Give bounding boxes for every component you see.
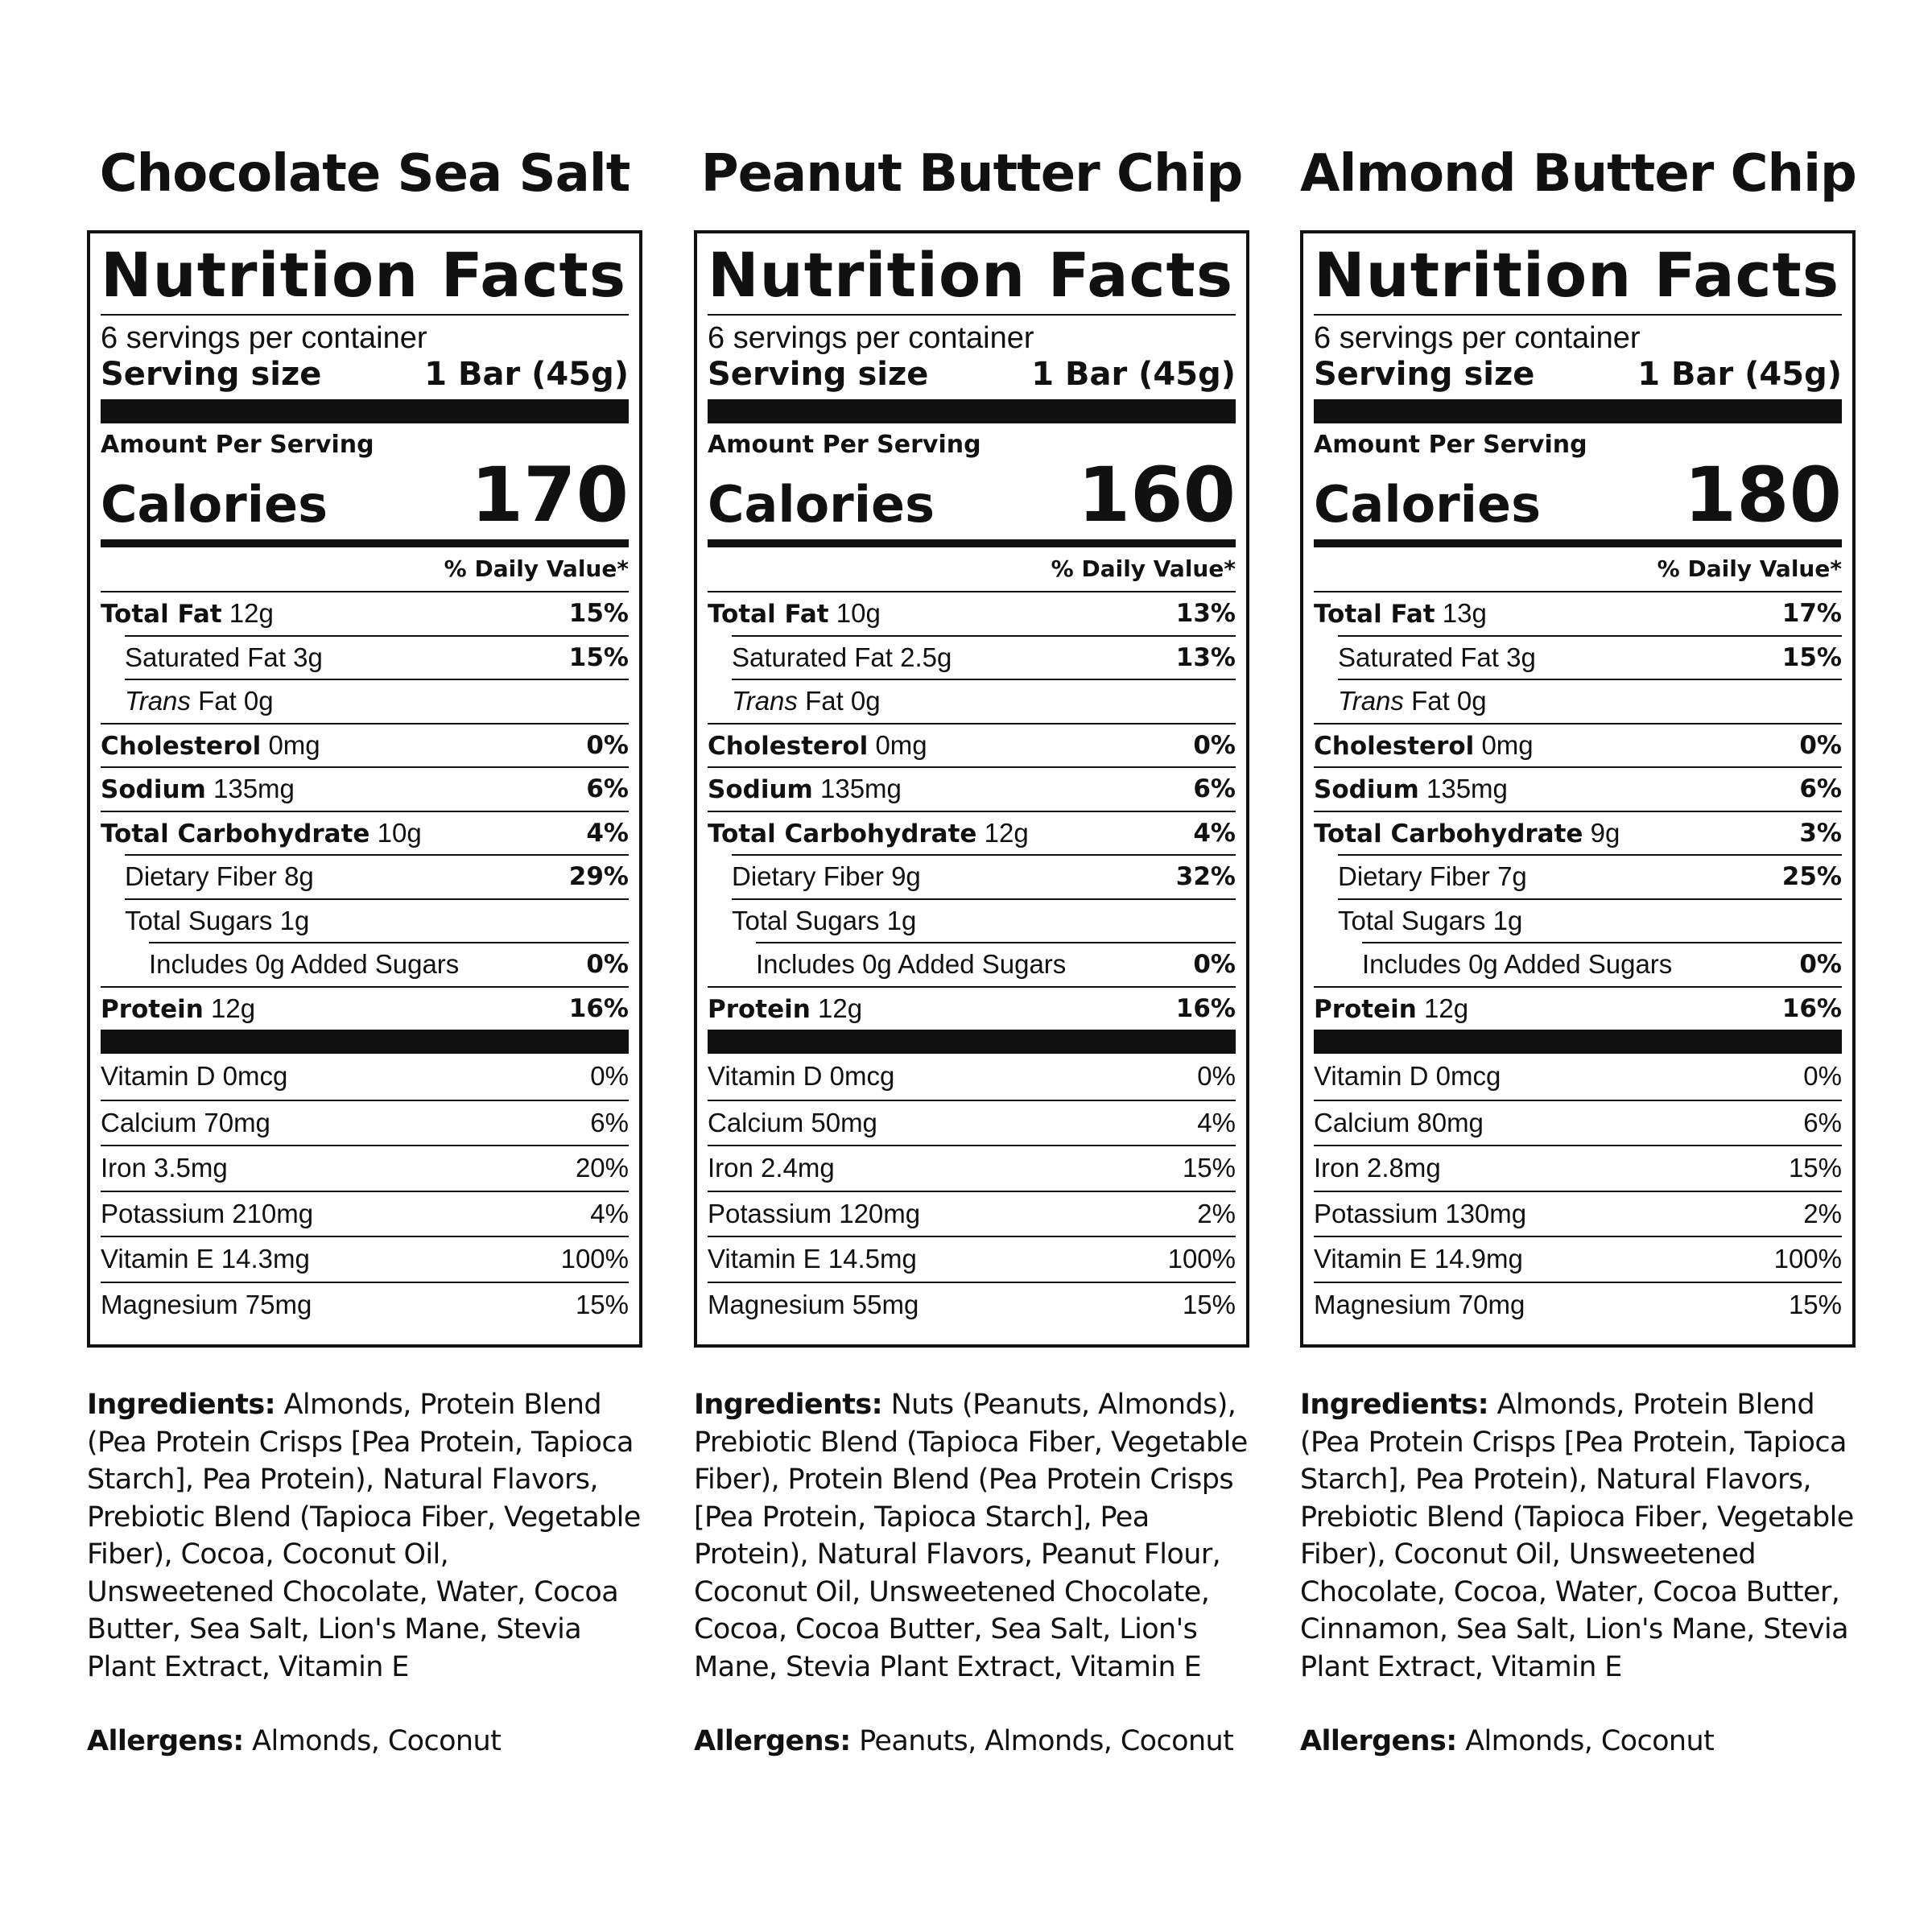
daily-value-percent: 3% (1799, 818, 1842, 848)
vitamin-name: Magnesium 75mg (101, 1289, 312, 1319)
vitamin-row (101, 1054, 629, 1100)
nutrient-row-total-carb (1314, 811, 1842, 855)
allergens-list: Almonds, Coconut (1465, 1725, 1715, 1757)
calories-row (101, 452, 629, 539)
servings-per-container: 6 servings per container (101, 321, 427, 355)
vitamin-row (1314, 1054, 1842, 1100)
nutrient-row-total-fat (708, 591, 1236, 635)
vitamin-row (1314, 1282, 1842, 1327)
vitamin-row (708, 1191, 1236, 1236)
vitamin-name: Potassium 130mg (1314, 1198, 1527, 1228)
product-column (694, 137, 1249, 1761)
nutrient-name: Trans Fat 0g (125, 686, 274, 716)
serving-size-value: 1 Bar (45g) (1637, 356, 1842, 393)
nutrient-row-sodium (1314, 766, 1842, 811)
allergens-label: Allergens: (1300, 1725, 1457, 1757)
vitamin-row (708, 1100, 1236, 1146)
nutrient-name: Saturated Fat 3g (1338, 642, 1536, 672)
product-title: Chocolate Sea Salt (99, 144, 630, 204)
vitamin-row (708, 1282, 1236, 1327)
daily-value-percent: 15% (1781, 642, 1842, 672)
ingredients-text (87, 1386, 642, 1686)
daily-value-percent: 17% (1781, 599, 1842, 629)
daily-value-percent: 16% (1781, 993, 1842, 1023)
serving-size-value: 1 Bar (45g) (1031, 356, 1236, 393)
vitamin-daily-value: 15% (1788, 1153, 1842, 1183)
daily-value-percent: 4% (1193, 818, 1236, 848)
nutrient-row-saturated-fat (125, 635, 629, 679)
nutrient-row-sugars (125, 898, 629, 943)
calories-label: Calories (101, 475, 328, 534)
nutrient-name: Dietary Fiber 9g (732, 861, 921, 892)
nutrient-row-total-fat (1314, 591, 1842, 635)
allergens-list: Almonds, Coconut (252, 1725, 502, 1757)
daily-value-percent: 6% (586, 774, 629, 804)
nutrient-name: Total Carbohydrate 10g (101, 817, 422, 848)
nutrient-row-fiber (732, 854, 1236, 898)
vitamin-daily-value: 15% (1182, 1289, 1236, 1319)
daily-value-percent: 29% (568, 862, 629, 892)
daily-value-header: % Daily Value* (1051, 555, 1236, 582)
nutrient-row-total-carb (101, 811, 629, 855)
serving-size-label: Serving size (1314, 356, 1535, 393)
vitamin-name: Potassium 120mg (708, 1198, 921, 1228)
vitamin-row (708, 1145, 1236, 1191)
calories-row (1314, 452, 1842, 539)
serving-size-value: 1 Bar (45g) (424, 356, 629, 393)
nutrient-row-trans-fat (1338, 679, 1842, 723)
vitamin-name: Iron 2.4mg (708, 1153, 835, 1183)
daily-value-header: % Daily Value* (1657, 555, 1842, 582)
daily-value-percent: 15% (568, 599, 629, 629)
nutrient-name: Total Sugars 1g (125, 905, 310, 935)
vitamin-name: Vitamin D 0mcg (708, 1061, 895, 1092)
vitamin-name: Magnesium 55mg (708, 1289, 919, 1319)
daily-value-percent: 15% (568, 642, 629, 672)
nutrient-row-added-sugars (1362, 942, 1842, 986)
product-title: Almond Butter Chip (1300, 144, 1856, 204)
nutrient-name: Cholesterol 0mg (101, 729, 320, 761)
vitamin-row (1314, 1236, 1842, 1282)
amount-per-serving: Amount Per Serving (101, 431, 374, 459)
ingredients-list: Almonds, Protein Blend (Pea Protein Crisps [Pea Protein, Tapioca Starch], Pea Protein), Natural Flavors, Prebiotic Blend (Tapioca Fiber, Vegetable Fiber), Coconut Oil, Unsweetened Chocolate, Cocoa, Water, Cocoa Butter, Cinnamon, Sea Salt, Lion's Mane, Stevia Plant Extract, Vitamin E (1300, 1389, 1854, 1683)
daily-value-percent: 0% (586, 730, 629, 760)
amount-per-serving: Amount Per Serving (1314, 431, 1587, 459)
vitamin-daily-value: 6% (1803, 1107, 1842, 1137)
vitamin-daily-value: 15% (575, 1289, 629, 1319)
nutrient-row-cholesterol (708, 723, 1236, 767)
vitamin-row (101, 1282, 629, 1327)
thick-divider (1314, 399, 1842, 423)
serving-size-row (708, 356, 1236, 393)
daily-value-percent: 6% (1193, 774, 1236, 804)
vitamin-daily-value: 2% (1803, 1198, 1842, 1228)
vitamin-name: Vitamin E 14.3mg (101, 1244, 310, 1274)
vitamin-name: Iron 3.5mg (101, 1153, 228, 1183)
calories-row (708, 452, 1236, 539)
daily-value-percent: 16% (1175, 993, 1236, 1023)
vitamin-name: Calcium 80mg (1314, 1107, 1484, 1137)
nutrition-facts-label (1300, 230, 1856, 1348)
nutrient-row-cholesterol (1314, 723, 1842, 767)
nutrient-row-cholesterol (101, 723, 629, 767)
serving-size-row (1314, 356, 1842, 393)
nutrient-row-sugars (1338, 898, 1842, 943)
allergens-text (694, 1723, 1249, 1761)
vitamin-row (708, 1054, 1236, 1100)
nutrient-row-sodium (708, 766, 1236, 811)
allergens-label: Allergens: (87, 1725, 244, 1757)
vitamin-daily-value: 4% (590, 1198, 629, 1228)
vitamin-daily-value: 15% (1788, 1289, 1842, 1319)
nutrient-name: Total Sugars 1g (1338, 905, 1523, 935)
nutrient-name: Sodium 135mg (101, 774, 295, 805)
nutrient-row-trans-fat (125, 679, 629, 723)
nutrient-name: Trans Fat 0g (1338, 686, 1487, 716)
nutrient-name: Total Fat 10g (708, 598, 881, 630)
allergens-text (87, 1723, 642, 1761)
nutrient-row-fiber (125, 854, 629, 898)
vitamin-daily-value: 20% (575, 1153, 629, 1183)
nutrition-facts-label (87, 230, 642, 1348)
nutrient-row-total-fat (101, 591, 629, 635)
vitamin-name: Calcium 50mg (708, 1107, 877, 1137)
calories-label: Calories (1314, 475, 1541, 534)
daily-value-percent: 16% (568, 993, 629, 1023)
servings-per-container: 6 servings per container (708, 321, 1034, 355)
nutrient-row-sugars (732, 898, 1236, 943)
nutrition-facts-title: Nutrition Facts (708, 239, 1234, 311)
calories-label: Calories (708, 475, 935, 534)
ingredients-label: Ingredients: (694, 1389, 883, 1421)
daily-value-percent: 25% (1781, 862, 1842, 892)
nutrient-row-protein (708, 986, 1236, 1030)
divider (1314, 314, 1842, 316)
ingredients-list: Nuts (Peanuts, Almonds), Prebiotic Blend (Tapioca Fiber, Vegetable Fiber), Protein Blend (Pea Protein Crisps [Pea Protein, Tapioca Starch], Pea Protein), Natural Flavors, Peanut Flour, Coconut Oil, Unsweetened Chocolate, Cocoa, Cocoa Butter, Sea Salt, Lion's Mane, Stevia Plant Extract, Vitamin E (694, 1389, 1248, 1683)
nutrient-name: Trans Fat 0g (732, 686, 881, 716)
vitamin-row (101, 1191, 629, 1236)
vitamin-row (101, 1145, 629, 1191)
vitamin-daily-value: 2% (1197, 1198, 1236, 1228)
daily-value-percent: 32% (1175, 862, 1236, 892)
nutrient-name: Total Carbohydrate 9g (1314, 817, 1620, 848)
thick-divider (708, 399, 1236, 423)
nutrient-row-protein (1314, 986, 1842, 1030)
nutrient-name: Total Fat 12g (101, 598, 274, 630)
vitamin-daily-value: 15% (1182, 1153, 1236, 1183)
daily-value-percent: 4% (586, 818, 629, 848)
vitamin-row (101, 1236, 629, 1282)
vitamin-daily-value: 4% (1197, 1107, 1236, 1137)
ingredients-label: Ingredients: (1300, 1389, 1489, 1421)
nutrient-row-added-sugars (756, 942, 1236, 986)
medium-divider (1314, 539, 1842, 547)
daily-value-percent: 6% (1799, 774, 1842, 804)
serving-size-row (101, 356, 629, 393)
nutrient-name: Includes 0g Added Sugars (149, 949, 460, 980)
nutrient-name: Includes 0g Added Sugars (1362, 949, 1673, 980)
nutrient-name: Total Sugars 1g (732, 905, 917, 935)
nutrient-row-sodium (101, 766, 629, 811)
nutrient-name: Cholesterol 0mg (1314, 729, 1534, 761)
vitamin-daily-value: 0% (590, 1061, 629, 1092)
nutrient-row-trans-fat (732, 679, 1236, 723)
nutrient-name: Saturated Fat 2.5g (732, 642, 952, 672)
vitamin-row (1314, 1191, 1842, 1236)
nutrient-name: Total Fat 13g (1314, 598, 1487, 630)
nutrition-facts-label (694, 230, 1249, 1348)
nutrient-name: Sodium 135mg (1314, 774, 1508, 805)
vitamin-row (101, 1100, 629, 1146)
vitamin-daily-value: 100% (560, 1244, 629, 1274)
product-column (1300, 137, 1856, 1761)
nutrient-name: Dietary Fiber 7g (1338, 861, 1527, 892)
nutrient-row-added-sugars (149, 942, 629, 986)
divider (708, 314, 1236, 316)
daily-value-percent: 0% (586, 950, 629, 980)
nutrient-name: Protein 12g (101, 993, 256, 1024)
product-column (87, 137, 642, 1761)
allergens-list: Peanuts, Almonds, Coconut (859, 1725, 1234, 1757)
daily-value-percent: 0% (1799, 950, 1842, 980)
serving-size-label: Serving size (708, 356, 929, 393)
amount-per-serving: Amount Per Serving (708, 431, 981, 459)
nutrient-row-saturated-fat (732, 635, 1236, 679)
ingredients-text (1300, 1386, 1856, 1686)
ingredients-text (694, 1386, 1249, 1686)
serving-size-label: Serving size (101, 356, 322, 393)
nutrient-row-protein (101, 986, 629, 1030)
vitamin-name: Vitamin D 0mcg (1314, 1061, 1501, 1092)
vitamin-row (1314, 1100, 1842, 1146)
vitamin-row (1314, 1145, 1842, 1191)
thick-divider (101, 399, 629, 423)
servings-per-container: 6 servings per container (1314, 321, 1641, 355)
nutrient-name: Protein 12g (708, 993, 863, 1024)
nutrition-facts-title: Nutrition Facts (1314, 239, 1840, 311)
daily-value-header: % Daily Value* (444, 555, 629, 582)
vitamin-daily-value: 100% (1167, 1244, 1236, 1274)
vitamin-daily-value: 0% (1197, 1061, 1236, 1092)
calories-value: 180 (1683, 452, 1842, 539)
daily-value-percent: 0% (1193, 950, 1236, 980)
vitamins-divider (708, 1030, 1236, 1054)
vitamin-row (708, 1236, 1236, 1282)
nutrient-name: Cholesterol 0mg (708, 729, 927, 761)
daily-value-percent: 13% (1175, 642, 1236, 672)
vitamin-daily-value: 100% (1773, 1244, 1842, 1274)
nutrient-row-fiber (1338, 854, 1842, 898)
vitamin-name: Magnesium 70mg (1314, 1289, 1525, 1319)
nutrient-name: Includes 0g Added Sugars (756, 949, 1067, 980)
vitamin-daily-value: 0% (1803, 1061, 1842, 1092)
nutrient-name: Total Carbohydrate 12g (708, 817, 1029, 848)
allergens-label: Allergens: (694, 1725, 851, 1757)
calories-value: 160 (1077, 452, 1236, 539)
nutrient-name: Saturated Fat 3g (125, 642, 323, 672)
medium-divider (708, 539, 1236, 547)
vitamin-name: Vitamin D 0mcg (101, 1061, 288, 1092)
divider (101, 314, 629, 316)
medium-divider (101, 539, 629, 547)
calories-value: 170 (470, 452, 629, 539)
product-title: Peanut Butter Chip (700, 144, 1243, 204)
daily-value-percent: 0% (1193, 730, 1236, 760)
vitamin-name: Iron 2.8mg (1314, 1153, 1441, 1183)
daily-value-percent: 0% (1799, 730, 1842, 760)
nutrient-row-saturated-fat (1338, 635, 1842, 679)
vitamins-divider (1314, 1030, 1842, 1054)
allergens-text (1300, 1723, 1856, 1761)
daily-value-percent: 13% (1175, 599, 1236, 629)
vitamin-name: Vitamin E 14.5mg (708, 1244, 917, 1274)
nutrient-name: Dietary Fiber 8g (125, 861, 314, 892)
ingredients-label: Ingredients: (87, 1389, 276, 1421)
vitamins-divider (101, 1030, 629, 1054)
vitamin-name: Calcium 70mg (101, 1107, 270, 1137)
nutrient-row-total-carb (708, 811, 1236, 855)
vitamin-name: Vitamin E 14.9mg (1314, 1244, 1523, 1274)
nutrient-name: Sodium 135mg (708, 774, 902, 805)
nutrient-name: Protein 12g (1314, 993, 1469, 1024)
vitamin-daily-value: 6% (590, 1107, 629, 1137)
vitamin-name: Potassium 210mg (101, 1198, 314, 1228)
ingredients-list: Almonds, Protein Blend (Pea Protein Crisps [Pea Protein, Tapioca Starch], Pea Protein), Natural Flavors, Prebiotic Blend (Tapioca Fiber, Vegetable Fiber), Cocoa, Coconut Oil, Unsweetened Chocolate, Water, Cocoa Butter, Sea Salt, Lion's Mane, Stevia Plant Extract, Vitamin E (87, 1389, 641, 1683)
nutrition-facts-title: Nutrition Facts (101, 239, 627, 311)
